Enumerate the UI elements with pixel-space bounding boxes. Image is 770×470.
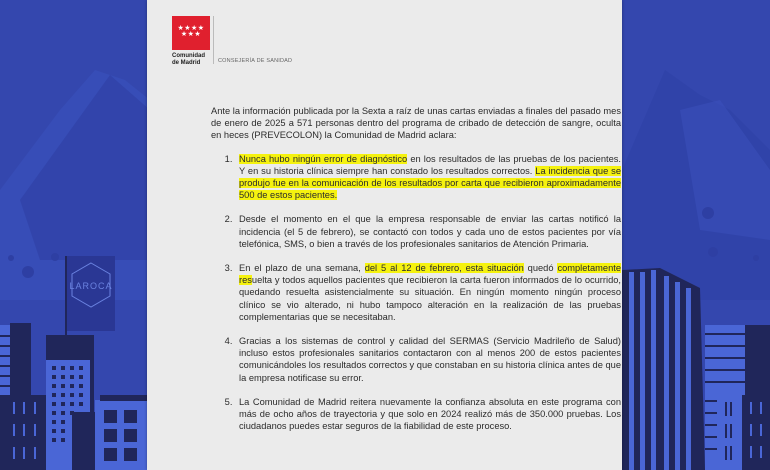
- item-text: en los resultados de las pruebas de los pacientes. Y en su historia clínica siempre han constado los resultados correctos.: [239, 153, 621, 176]
- list-item-5: [235, 396, 621, 433]
- press-release-document: [147, 0, 622, 470]
- sign-text: LAROCA: [69, 281, 113, 291]
- comunidad-madrid-logo: [172, 16, 210, 50]
- highlighted-text: completamente res: [239, 263, 621, 286]
- list-item-1: [235, 153, 621, 202]
- highlighted-text: La incidencia que se produjo fue en la comunicación de los resultados por carta que recibieron aproximadamente 500 de estos pacientes.: [239, 165, 621, 201]
- highlighted-text: Nunca hubo ningún error de diagnóstico: [239, 153, 408, 164]
- clarification-list: [211, 153, 621, 433]
- document-body: [211, 105, 621, 444]
- item-text: La Comunidad de Madrid reitera nuevamente la confianza absoluta en este programa con más de ocho años de trayectoria y que solo en 2024 realizó más de 350.000 pruebas. Los ciudadanos puedes estar seguros de la fiabilidad de este proceso.: [239, 396, 621, 432]
- list-item-3: [235, 262, 621, 323]
- list-item-4: [235, 335, 621, 384]
- highlighted-text: del 5 al 12 de febrero, esta situación: [364, 263, 524, 274]
- item-text: uelta y todos aquellos pacientes que recibieron la carta fueron informados de lo ocurrido, quedando resuelta asistencialmente su situación. En ningún momento ningún proceso clínico se vio alterado, ni hubo tampoco alteración en la realización de las pruebas complementarias que se necesitaban.: [239, 275, 621, 322]
- logo-text: [172, 53, 205, 66]
- stars-icon: ★★★★ ★★★: [177, 25, 205, 38]
- logo-line-2: de Madrid: [172, 59, 201, 66]
- list-item-2: [235, 213, 621, 250]
- intro-paragraph: Ante la información publicada por la Sexta a raíz de unas cartas enviadas a finales del pasado mes de enero de 2025 a 571 personas dentro del programa de cribado de detección de sangre, oculta en heces (PREVECOLON) la Comunidad de Madrid aclara:: [211, 106, 621, 141]
- logo-divider: [213, 16, 214, 64]
- item-text: Gracias a los sistemas de control y calidad del SERMAS (Servicio Madrileño de Salud) incluso estos profesionales sanitarios contactaron con al menos 200 de estos pacientes comunicándoles los resultados correctos y que constaban en su historia clínica antes de que la empresa notificase su error.: [239, 336, 621, 383]
- logo-line-1: Comunidad: [172, 53, 205, 59]
- item-text: En el plazo de una semana,: [239, 263, 365, 274]
- item-text: quedó: [523, 263, 558, 274]
- item-text: Desde el momento en el que la empresa responsable de enviar las cartas notificó la incidencia (el 5 de febrero), se contactó con todos y cada uno de estos pacientes por vía telefónica, SMS, o bien a través de los profesionales sanitarios de Atención Primaria.: [239, 214, 621, 249]
- department-name: CONSEJERÍA DE SANIDAD: [218, 58, 293, 64]
